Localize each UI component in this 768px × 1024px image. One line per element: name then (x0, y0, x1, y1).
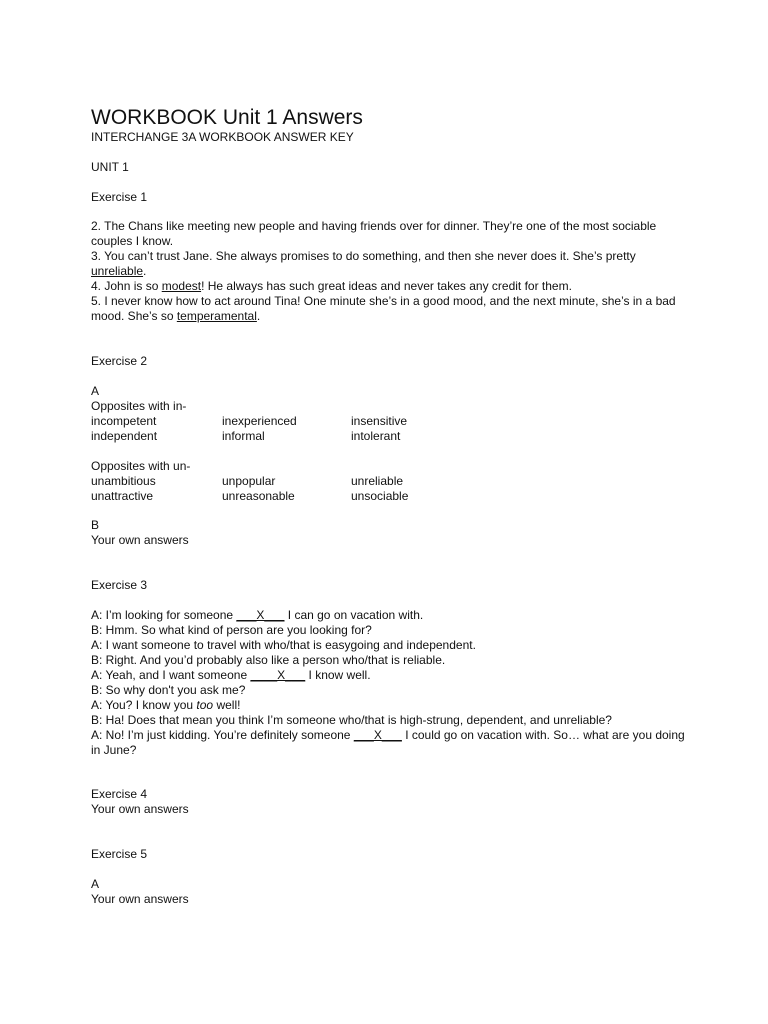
blank-answer: ___X___ (353, 727, 402, 742)
opposites-in-row: incompetent inexperienced insensitive (91, 413, 408, 428)
exercise-2-part-b: B (91, 518, 100, 533)
exercise-1-item-3: 3. You can’t trust Jane. She always promises to do something, and then she never does it. She’s pretty unreliable. (91, 249, 636, 279)
exercise-5-text: Your own answers (91, 891, 189, 906)
answer-modest: modest (161, 279, 202, 294)
exercise-2-heading: Exercise 2 (91, 353, 148, 368)
blank-answer: ____X___ (250, 667, 306, 682)
dialogue-line: B: Right. And you’d probably also like a person who/that is reliable. (91, 652, 446, 667)
answer-temperamental: temperamental (176, 309, 257, 324)
dialogue-line: A: No! I’m just kidding. You’re definitely someone ___X___ I could go on vacation with. So… what are you doing in June? (91, 727, 685, 757)
dialogue-line: B: Hmm. So what kind of person are you looking for? (91, 622, 372, 637)
opposites-in-label: Opposites with in- (91, 398, 187, 413)
dialogue-line: A: Yeah, and I want someone ____X___ I know well. (91, 667, 371, 682)
exercise-1-item-2: 2. The Chans like meeting new people and having friends over for dinner. They’re one of the most sociable couples I know. (91, 219, 657, 249)
exercise-5-heading: Exercise 5 (91, 846, 148, 861)
exercise-2-part-a: A (91, 383, 100, 398)
opposites-un-row: unambitious unpopular unreliable (91, 473, 404, 488)
dialogue-line: B: Ha! Does that mean you think I’m someone who/that is high-strung, dependent, and unreliable? (91, 712, 612, 727)
dialogue-line: A: I’m looking for someone ___X___ I can go on vacation with. (91, 607, 424, 622)
unit-heading: UNIT 1 (91, 159, 129, 174)
answer-key-document (91, 105, 691, 907)
document-subtitle: INTERCHANGE 3A WORKBOOK ANSWER KEY (91, 130, 354, 144)
dialogue-line: B: So why don't you ask me? (91, 682, 246, 697)
exercise-1-item-4: 4. John is so modest! He always has such great ideas and never takes any credit for them. (91, 279, 572, 294)
blank-answer: ___X___ (236, 607, 285, 622)
opposites-un-label: Opposites with un- (91, 458, 191, 473)
opposites-un-row: unattractive unreasonable unsociable (91, 488, 409, 503)
dialogue-line: A: You? I know you too well! (91, 697, 241, 712)
exercise-3-heading: Exercise 3 (91, 577, 148, 592)
exercise-2-part-b-text: Your own answers (91, 533, 189, 548)
exercise-1-item-5: 5. I never know how to act around Tina! One minute she’s in a good mood, and the next minute, she’s in a bad mood. She’s so temperamental. (91, 294, 676, 324)
exercise-4-heading: Exercise 4 (91, 787, 148, 802)
exercise-4-text: Your own answers (91, 802, 189, 817)
answer-unreliable: unreliable (91, 264, 144, 279)
exercise-5-part-a: A (91, 876, 100, 891)
dialogue-line: A: I want someone to travel with who/that is easygoing and independent. (91, 637, 476, 652)
document-title: WORKBOOK Unit 1 Answers (91, 106, 363, 129)
exercise-1-heading: Exercise 1 (91, 189, 148, 204)
opposites-in-row: independent informal intolerant (91, 428, 401, 443)
